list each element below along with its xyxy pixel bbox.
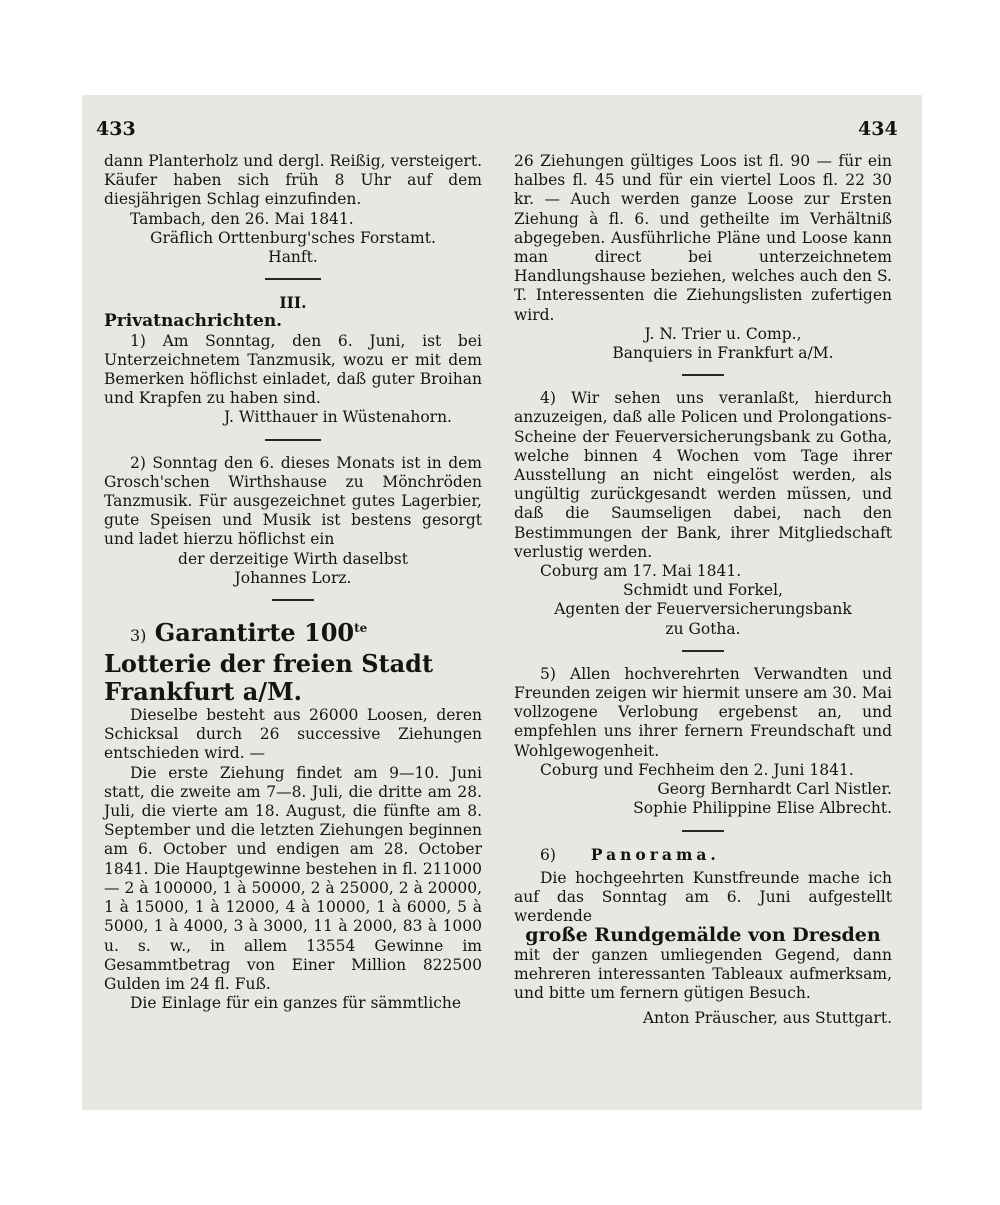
item3-number: 3) <box>130 626 147 646</box>
notice-office: Gräflich Orttenburg'sches Forstamt. <box>150 228 436 247</box>
item3-title <box>104 614 482 706</box>
divider <box>265 278 321 280</box>
divider <box>272 599 314 601</box>
item4-signature-line3: zu Gotha. <box>665 619 741 638</box>
item3-signature-line2: Banquiers in Frankfurt a/M. <box>612 344 834 363</box>
item5-place-date: Coburg und Fechheim den 2. Juni 1841. <box>540 760 854 779</box>
item6-para1: Die hochgeehrten Kunstfreunde mache ich auf das Sonntag am 6. Juni aufgestellt werdende <box>514 868 892 926</box>
item6-headline: große Rundgemälde von Dresden <box>525 924 881 947</box>
item2-text: 2) Sonntag den 6. dieses Monats ist in dem Grosch'schen Wirthshause zu Mönchröden Tanzmusik. Für ausgezeichnet gutes Lagerbier, gute Speisen und Musik ist bestens gesorgt und ladet hierzu höflichst ein <box>104 453 482 549</box>
item1-signature: J. Witthauer in Wüstenahorn. <box>223 408 452 427</box>
page-number-left: 433 <box>96 118 136 140</box>
left-column <box>104 152 482 1013</box>
item4-text: 4) Wir sehen uns veranlaßt, hierdurch anzuzeigen, daß alle Policen und Prolongations-Scheine der Feuerversicherungsbank zu Gotha, welche binnen 4 Wochen vom Tage ihrer Ausstellung an nicht eingelöst werden, als ungültig zurückgesandt werden müssen, und daß die Saumseligen dabei, nach den Bestimmungen der Bank, ihrer Mitgliedschaft verlustig werden. <box>514 389 892 561</box>
divider <box>682 374 724 376</box>
item4-signature-line1: Schmidt und Forkel, <box>623 581 783 600</box>
item5-signature-line2: Sophie Philippine Elise Albrecht. <box>633 799 892 818</box>
item6-number: 6) <box>540 845 556 864</box>
section-heading: Privatnachrichten. <box>104 311 283 332</box>
divider <box>265 439 321 441</box>
divider <box>682 650 724 652</box>
item3-title-b: Lotterie der freien Stadt Frankfurt a/M. <box>104 649 434 707</box>
item6-title: Panorama. <box>590 844 720 864</box>
divider <box>682 830 724 832</box>
item3-para3: Die Einlage für ein ganzes für sämmtliche <box>130 994 462 1013</box>
item3-para2: Die erste Ziehung findet am 9—10. Juni statt, die zweite am 7—8. Juli, die dritte am 28. Juli, die vierte am 18. August, die fünfte am 8. September und die letzten Ziehungen beginnen am 6. October und endigen am 28. October 1841. Die Hauptgewinne bestehen in fl. 211000 — 2 à 100000, 1 à 50000, 2 à 25000, 2 à 20000, 1 à 15000, 1 à 12000, 4 à 10000, 1 à 6000, 5 à 5000, 1 à 4000, 3 à 3000, 11 à 2000, 83 à 1000 u. s. w., in allem 13554 Gewinne im Gesammtbetrag von Einer Million 822500 Gulden im 24 fl. Fuß. <box>104 763 482 993</box>
item3-signature-line1: J. N. Trier u. Comp., <box>644 324 802 343</box>
item5-text: 5) Allen hochverehrten Verwandten und Freunden zeigen wir hiermit unsere am 30. Mai vollzogene Verlobung ergebenst an, und empfehlen uns ihrer fernern Freundschaft und Wohlgewogenheit. <box>514 664 892 760</box>
item6-signature: Anton Präuscher, aus Stuttgart. <box>642 1009 892 1028</box>
item3-para1: Dieselbe besteht aus 26000 Loosen, deren Schicksal durch 26 successive Ziehungen entschieden wird. — <box>104 706 482 763</box>
item6-para2: mit der ganzen umliegenden Gegend, dann mehreren interessanten Tableaux aufmerksam, und bitte um fernern gütigen Besuch. <box>514 945 892 1002</box>
item5-signature-line1: Georg Bernhardt Carl Nistler. <box>657 780 892 799</box>
notice-continuation-text: dann Planterholz und dergl. Reißig, versteigert. Käufer haben sich früh 8 Uhr auf dem diesjährigen Schlag einzufinden. <box>104 152 482 209</box>
page-number-right: 434 <box>858 118 898 140</box>
item4-place-date: Coburg am 17. Mai 1841. <box>540 562 742 581</box>
item4-signature-line2: Agenten der Feuerversicherungsbank <box>554 600 852 619</box>
notice-signature: Hanft. <box>268 248 318 267</box>
item2-signature-line2: Johannes Lorz. <box>234 568 352 587</box>
item1-text: 1) Am Sonntag, den 6. Juni, ist bei Unterzeichnetem Tanzmusik, wozu er mit dem Bemerken höflichst einladet, daß guter Broihan und Krapfen zu haben sind. <box>104 331 482 408</box>
item3-title-a: Garantirte 100 <box>154 618 355 648</box>
item6-heading <box>540 845 892 865</box>
item3-title-sup: te <box>354 621 368 636</box>
right-column <box>514 152 892 1028</box>
notice-place-date: Tambach, den 26. Mai 1841. <box>130 209 354 228</box>
item3-continuation-text: 26 Ziehungen gültiges Loos ist fl. 90 — für ein halbes fl. 45 und für ein viertel Loos fl. 22 30 kr. — Auch werden ganze Loose zur Ersten Ziehung à fl. 6. und getheilte im Verhältniß abgegeben. Ausführliche Pläne und Loose kann man direct bei unterzeichnetem Handlungshause beziehen, welches auch den S. T. Interessenten die Ziehungslisten zufertigen wird. <box>514 152 892 324</box>
section-number: III. <box>279 293 307 313</box>
item2-signature-line1: der derzeitige Wirth daselbst <box>178 549 408 568</box>
